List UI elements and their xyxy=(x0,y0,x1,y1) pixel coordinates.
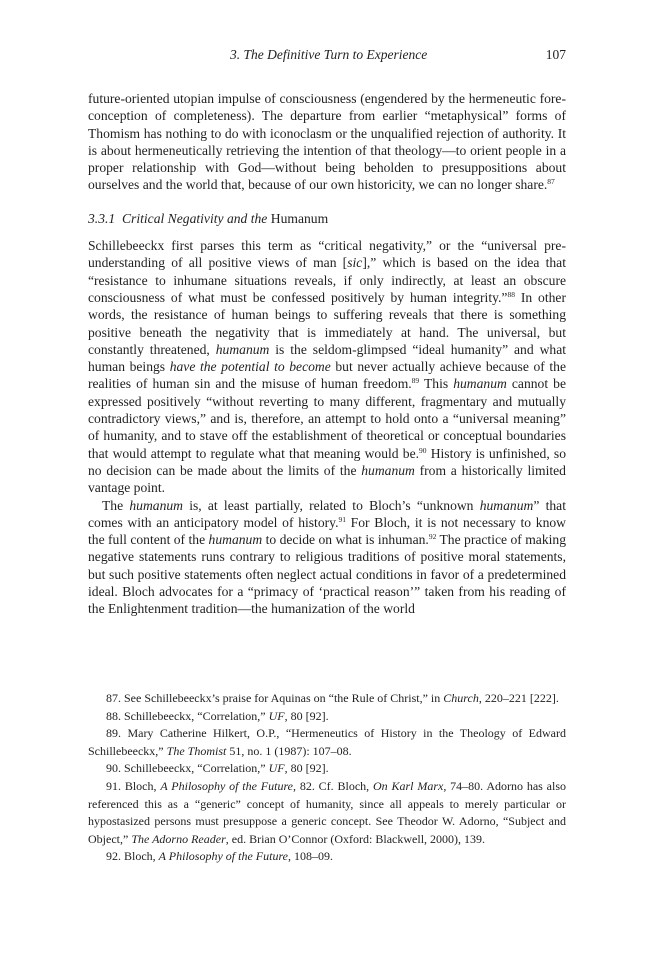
text-run: 91. Bloch, xyxy=(106,778,161,793)
italic-text: have the potential to become xyxy=(169,359,331,375)
footnote-marker: 90 xyxy=(419,445,427,455)
text-run: Schillebeeckx first parses this term as “critical negativity,” or the “universal pre-understanding of all positive views of man [ xyxy=(88,238,566,271)
body-paragraph xyxy=(88,90,566,194)
italic-text: The Adorno Reader xyxy=(131,831,226,846)
running-header xyxy=(88,45,566,65)
text-run: , 108–09. xyxy=(288,849,333,864)
text-run: This xyxy=(419,376,454,392)
footnote xyxy=(88,725,566,760)
text-run: 92. Bloch, xyxy=(106,849,159,864)
italic-text: A Philosophy of the Future xyxy=(158,849,288,864)
text-run: 89. Mary Catherine Hilkert, O.P., “Hermeneutics of History in the Theology of Edward Schillebeeckx,” xyxy=(88,726,566,758)
text-run: The practice of making negative statements runs contrary to religious traditions of positive moral statements, but such positive statements often neglect actual conditions in favor of a predetermined ideal. Bloch advocates for a “primacy of ‘practical reason’” taken from his reading of the Enlightenment tradition—the humanization of the world xyxy=(88,532,567,617)
section-number: 3.3.1 xyxy=(88,210,116,226)
body-paragraph xyxy=(88,497,566,618)
text-run: to decide on what is inhuman. xyxy=(262,532,429,548)
text-run: but never actually achieve because of the realities of human sin and the misuse of human freedom. xyxy=(88,359,566,392)
footnote-marker: 92 xyxy=(428,532,437,542)
text-run: For Bloch, it is not necessary to know the full content of the xyxy=(88,514,566,548)
italic-text: humanum xyxy=(453,376,507,392)
footnote-marker: 89 xyxy=(411,376,420,386)
text-run: from a historically limited vantage point. xyxy=(88,462,566,496)
text-run: 90. Schillebeeckx, “Correlation,” xyxy=(106,761,269,776)
footnote-marker: 91 xyxy=(338,514,346,524)
italic-text: sic xyxy=(347,255,363,271)
footnote-marker: 88 xyxy=(507,289,515,299)
footnote xyxy=(88,708,566,726)
text-run: is, at least partially, related to Bloch’s “unknown xyxy=(182,497,480,513)
footnote xyxy=(88,760,566,778)
section-heading xyxy=(88,210,566,227)
text-run: is the seldom-glimpsed “ideal humanity” and what human beings xyxy=(88,341,567,375)
italic-text: humanum xyxy=(208,532,263,548)
text-run: 88. Schillebeeckx, “Correlation,” xyxy=(106,708,269,723)
italic-text: A Philosophy of the Future xyxy=(160,778,293,793)
page-number: 107 xyxy=(545,47,566,62)
text-run: future-oriented utopian impulse of consciousness (engendered by the hermeneutic fore-conception of completeness). The departure from earlier “metaphysical” forms of Thomism has nothing to do with iconoclasm or the unqualified rejection of authority. It is about hermeneutically retrieving the intention of that theology—to orient people in a proper relationship with God—without being beholden to presuppositions about ourselves and the world that, because of our own historicity, we can no longer share. xyxy=(88,91,566,193)
footnote xyxy=(88,848,566,866)
italic-text: The Thomist xyxy=(166,743,227,758)
italic-text: UF xyxy=(268,708,285,723)
main-text xyxy=(88,90,566,618)
text-run: , 82. Cf. Bloch, xyxy=(293,778,373,793)
text-run: 51, no. 1 (1987): 107–08. xyxy=(226,743,352,758)
text-run: , ed. Brian O’Connor (Oxford: Blackwell, 2000), 139. xyxy=(225,831,486,846)
text-run: ” that comes with an anticipatory model of history. xyxy=(88,497,566,530)
footnote-marker: 87 xyxy=(547,177,555,187)
text-run: cannot be expressed positively “without reverting to many different, fragmentary and mutually contradictory views,” and is, therefore, an attempt to hold onto a “universal meaning” of humanity, and to stave off the establishment of theoretical or conceptual boundaries that would attempt to regulate what that meaning would be. xyxy=(88,376,566,461)
running-title: 3. The Definitive Turn to Experience xyxy=(230,47,428,62)
body-paragraph xyxy=(88,237,566,496)
text-run: History is unfinished, so no decision can be made about the limits of the xyxy=(88,445,566,478)
text-run: ],” which is based on the idea that “resistance to inhumane situations reveals, if only indirectly, at least an obscure consciousness of what must be confessed positively by human integrity.” xyxy=(88,255,566,305)
italic-text: humanum xyxy=(129,497,183,513)
footnote xyxy=(88,778,566,848)
italic-text: humanum xyxy=(215,341,270,357)
italic-text: humanum xyxy=(361,462,415,478)
italic-text: Church xyxy=(443,691,479,705)
footnotes xyxy=(88,690,566,866)
italic-text: humanum xyxy=(479,497,534,513)
section-title-italic: Critical Negativity and the xyxy=(121,210,268,226)
text-run: , 80 [92]. xyxy=(284,708,329,723)
footnote xyxy=(88,690,566,708)
section-title-roman: Humanum xyxy=(270,210,329,226)
text-run: In other words, the resistance of human beings to suffering reveals that there is something positive beneath the negativity that is immediately at hand. The universal, but constantly threatened, xyxy=(88,289,566,357)
text-run: , 80 [92]. xyxy=(284,761,329,776)
text-run: , 74–80. Adorno has also referenced this as a “generic” concept of humanity, since all appeals to merely particular or hypostasized persons must presuppose a generic concept. See Theodor W. Adorno, “Subject and Object,” xyxy=(88,778,567,846)
text-run: , 220–221 [222]. xyxy=(478,691,559,705)
text-run: 87. See Schillebeeckx’s praise for Aquinas on “the Rule of Christ,” in xyxy=(106,691,444,705)
text-run: The xyxy=(102,497,130,513)
italic-text: UF xyxy=(268,761,285,776)
italic-text: On Karl Marx xyxy=(373,778,444,793)
